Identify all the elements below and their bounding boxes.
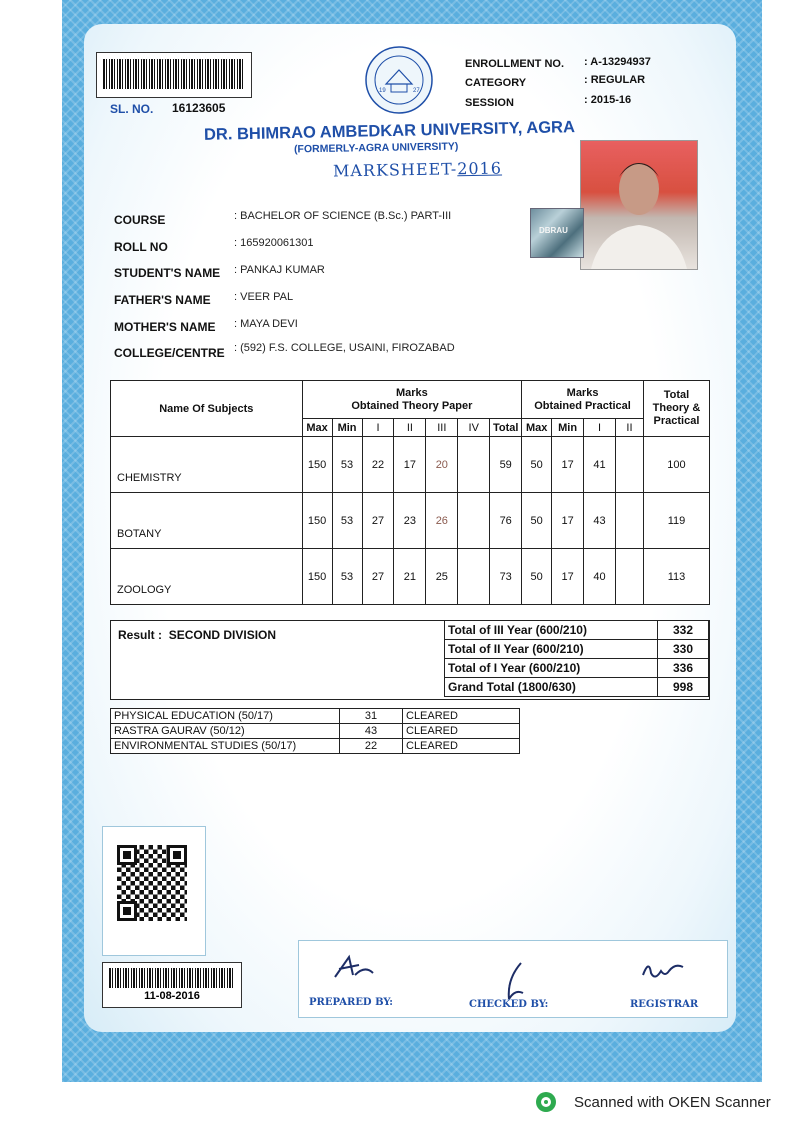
practical-i-cell: 43 — [584, 493, 616, 549]
student-photo — [580, 140, 698, 270]
paper-iv-cell — [458, 549, 490, 605]
practical-min-cell: 17 — [552, 437, 584, 493]
roll-no-label: ROLL NO — [114, 240, 168, 254]
paper-iii-cell: 25 — [426, 549, 458, 605]
prepared-by-label: PREPARED BY: — [309, 997, 393, 1008]
paper-i-cell: 27 — [362, 549, 394, 605]
category-label: CATEGORY — [465, 77, 527, 89]
bottom-barcode — [109, 968, 235, 988]
student-name-label: STUDENT'S NAME — [114, 266, 221, 280]
registrar-label: REGISTRAR — [630, 999, 699, 1010]
university-name: DR. BHIMRAO AMBEDKAR UNIVERSITY, AGRA — [203, 118, 576, 144]
enrollment-label: ENROLLMENT NO. — [465, 58, 564, 70]
college-value: : (592) F.S. COLLEGE, USAINI, FIROZABAD — [234, 342, 455, 354]
seal-year-left: 19 — [379, 88, 386, 94]
practical-max-cell: 50 — [522, 493, 552, 549]
grand-cell: 119 — [643, 493, 709, 549]
qr-code-box — [102, 826, 206, 956]
extra-subject-cell: ENVIRONMENTAL STUDIES (50/17) — [111, 739, 340, 754]
extra-subject-cell: PHYSICAL EDUCATION (50/17) — [111, 709, 340, 724]
col-pmin: Min — [552, 419, 584, 437]
theory-total-cell: 76 — [490, 493, 522, 549]
table-row — [111, 709, 520, 724]
max-cell: 150 — [302, 437, 332, 493]
prepared-signature-icon — [329, 951, 379, 985]
theory-total-cell: 59 — [490, 437, 522, 493]
hologram-icon — [530, 208, 584, 258]
marksheet-page — [62, 0, 762, 1082]
paper-ii-cell: 21 — [394, 549, 426, 605]
extra-status-cell: CLEARED — [403, 724, 520, 739]
max-cell: 150 — [302, 493, 332, 549]
category-value: : REGULAR — [584, 74, 646, 86]
extra-subjects-table — [110, 708, 520, 754]
grand-total-value: 998 — [658, 678, 709, 697]
total-i-label: Total of I Year (600/210) — [445, 659, 658, 678]
session-label: SESSION — [465, 97, 514, 109]
theory-header: Marks Obtained Theory Paper — [302, 381, 522, 419]
col-total: Total — [490, 419, 522, 437]
result-label: Result : SECOND DIVISION — [118, 628, 277, 642]
grand-total-label: Grand Total (1800/630) — [445, 678, 658, 697]
table-row — [111, 493, 710, 549]
subject-cell: BOTANY — [111, 493, 303, 549]
table-row — [111, 437, 710, 493]
extra-status-cell: CLEARED — [403, 739, 520, 754]
practical-max-cell: 50 — [522, 549, 552, 605]
total-ii-value: 330 — [658, 640, 709, 659]
university-seal-icon — [360, 44, 438, 116]
course-label: COURSE — [114, 213, 166, 227]
top-barcode-box — [96, 52, 252, 98]
col-pmax: Max — [522, 419, 552, 437]
registrar-signature-icon — [639, 957, 689, 985]
practical-max-cell: 50 — [522, 437, 552, 493]
qr-finder-icon — [117, 845, 137, 865]
total-header: Total Theory & Practical — [643, 381, 709, 437]
extra-subject-cell: RASTRA GAURAV (50/12) — [111, 724, 340, 739]
marksheet-label: MARKSHEET- — [332, 159, 458, 181]
paper-i-cell: 22 — [362, 437, 394, 493]
col-max: Max — [302, 419, 332, 437]
theory-total-cell: 73 — [490, 549, 522, 605]
university-formerly: (FORMERLY-AGRA UNIVERSITY) — [293, 140, 459, 156]
extra-marks-cell: 43 — [340, 724, 403, 739]
paper-ii-cell: 23 — [394, 493, 426, 549]
practical-i-cell: 41 — [584, 437, 616, 493]
practical-ii-cell — [616, 493, 644, 549]
practical-i-cell: 40 — [584, 549, 616, 605]
scanner-logo-icon — [536, 1092, 556, 1112]
bottom-barcode-box — [102, 962, 242, 1008]
course-value: : BACHELOR OF SCIENCE (B.Sc.) PART-III — [234, 210, 452, 222]
seal-year-right: 27 — [413, 88, 420, 94]
subject-cell: ZOOLOGY — [111, 549, 303, 605]
student-name-value: : PANKAJ KUMAR — [234, 264, 325, 276]
total-iii-label: Total of III Year (600/210) — [445, 621, 658, 640]
checked-signature-icon — [499, 959, 529, 1003]
enrollment-value: : A-13294937 — [584, 56, 651, 68]
col-i: I — [362, 419, 394, 437]
max-cell: 150 — [302, 549, 332, 605]
paper-ii-cell: 17 — [394, 437, 426, 493]
total-i-value: 336 — [658, 659, 709, 678]
mother-name-value: : MAYA DEVI — [234, 318, 298, 330]
top-barcode — [103, 59, 245, 89]
extra-marks-cell: 31 — [340, 709, 403, 724]
paper-iii-cell: 26 — [426, 493, 458, 549]
col-pii: II — [616, 419, 644, 437]
marks-table — [110, 380, 710, 605]
total-iii-value: 332 — [658, 621, 709, 640]
qr-finder-icon — [167, 845, 187, 865]
practical-ii-cell — [616, 549, 644, 605]
practical-min-cell: 17 — [552, 549, 584, 605]
table-row — [111, 724, 520, 739]
qr-finder-icon — [117, 901, 137, 921]
table-row — [111, 739, 520, 754]
scanner-watermark-text: Scanned with OKEN Scanner — [574, 1094, 771, 1111]
extra-marks-cell: 22 — [340, 739, 403, 754]
issue-date: 11-08-2016 — [144, 990, 200, 1002]
total-ii-label: Total of II Year (600/210) — [445, 640, 658, 659]
practical-min-cell: 17 — [552, 493, 584, 549]
signature-box — [298, 940, 728, 1018]
checked-by-label: CHECKED BY: — [469, 999, 549, 1010]
practical-header: Marks Obtained Practical — [522, 381, 644, 419]
col-iii: III — [426, 419, 458, 437]
roll-no-value: : 165920061301 — [234, 237, 314, 249]
marksheet-title — [333, 159, 502, 181]
college-label: COLLEGE/CENTRE — [114, 346, 225, 360]
paper-i-cell: 27 — [362, 493, 394, 549]
extra-status-cell: CLEARED — [403, 709, 520, 724]
paper-iv-cell — [458, 493, 490, 549]
marksheet-year: 2016 — [457, 158, 503, 179]
col-ii: II — [394, 419, 426, 437]
session-value: : 2015-16 — [584, 94, 632, 106]
min-cell: 53 — [332, 549, 362, 605]
hologram-text: DBRAU — [539, 226, 568, 235]
subject-cell: CHEMISTRY — [111, 437, 303, 493]
col-pi: I — [584, 419, 616, 437]
mother-name-label: MOTHER'S NAME — [114, 320, 216, 334]
sl-no-value: 16123605 — [172, 101, 226, 115]
practical-ii-cell — [616, 437, 644, 493]
min-cell: 53 — [332, 493, 362, 549]
col-iv: IV — [458, 419, 490, 437]
grand-cell: 113 — [643, 549, 709, 605]
father-name-label: FATHER'S NAME — [114, 293, 211, 307]
totals-table — [444, 620, 709, 697]
grand-cell: 100 — [643, 437, 709, 493]
paper-iv-cell — [458, 437, 490, 493]
sl-no-label: SL. NO. — [110, 102, 154, 116]
subjects-header: Name Of Subjects — [111, 381, 303, 437]
table-row — [111, 549, 710, 605]
father-name-value: : VEER PAL — [234, 291, 294, 303]
col-min: Min — [332, 419, 362, 437]
min-cell: 53 — [332, 437, 362, 493]
paper-iii-cell: 20 — [426, 437, 458, 493]
result-value: SECOND DIVISION — [168, 628, 277, 642]
